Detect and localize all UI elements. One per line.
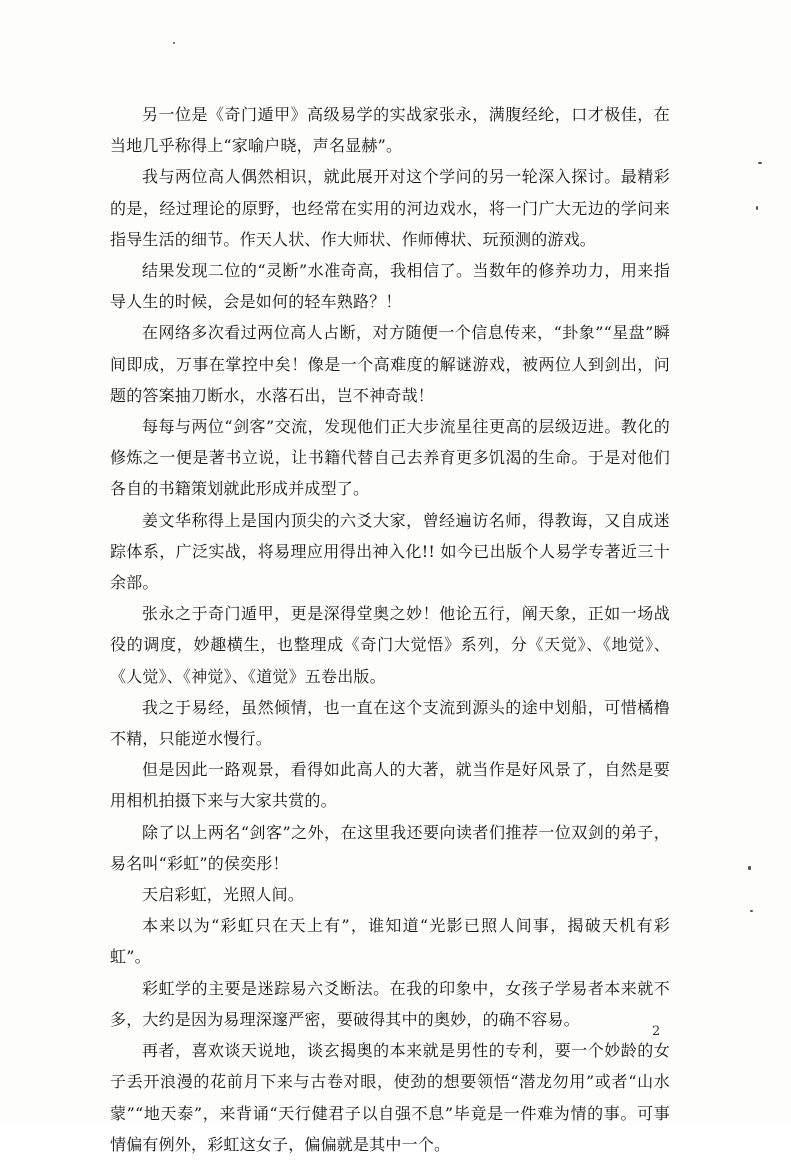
page-number: 2 [652,1024,661,1039]
scan-mark [750,910,753,912]
paragraph: 彩虹学的主要是迷踪易六爻断法。在我的印象中，女孩子学易者本来就不多，大约是因为易理深邃严密，要破得其中的奥妙，的确不容易。 [110,978,670,1029]
scan-mark [173,42,175,44]
scan-mark [756,206,758,210]
body-text [110,99,670,1160]
paragraph: 但是因此一路观景，看得如此高人的大著，就当作是好风景了，自然是要用相机拍摄下来与大家共赏的。 [110,760,670,811]
paragraph: 天启彩虹，光照人间。 [142,885,305,905]
scan-mark [758,162,762,164]
paragraph: 结果发现二位的“灵断”水准奇高，我相信了。当数年的修养功力，用来指导人生的时候，会是如何的轻车熟路？！ [110,261,670,312]
paragraph: 姜文华称得上是国内顶尖的六爻大家，曾经遍访名师，得教诲，又自成迷踪体系，广泛实战，将易理应用得出神入化!! 如今已出版个人易学专著近三十余部。 [110,510,670,593]
scan-mark [748,866,751,870]
paragraph: 我与两位高人偶然相识，就此展开对这个学问的另一轮深入探讨。最精彩的是，经过理论的原野，也经常在实用的河边戏水，将一门广大无边的学问来指导生活的细节。作天人状、作大师状、作师傅状、玩预测的游戏。 [110,167,670,249]
paragraph: 除了以上两名“剑客”之外，在这里我还要向读者们推荐一位双剑的弟子，易名叫“彩虹”的侯奕彤！ [110,822,670,873]
paragraph: 在网络多次看过两位高人占断，对方随便一个信息传来，“卦象”“星盘”瞬间即成，万事在掌控中矣！像是一个高难度的解谜游戏，被两位人到剑出，问题的答案抽刀断水，水落石出，岂不神奇哉！ [110,323,670,405]
paragraph: 另一位是《奇门遁甲》高级易学的实战家张永，满腹经纶，口才极佳，在当地几乎称得上“家喻户晓，声名显赫”。 [110,105,670,156]
paragraph: 再者，喜欢谈天说地，谈玄揭奥的本来就是男性的专利，要一个妙龄的女子丢开浪漫的花前月下来与古卷对眼，使劲的想要领悟“潜龙勿用”或者“山水蒙”“地天泰”，来背诵“天行健君子以自强不息”毕竟是一件难为情的事。可事情偏有例外，彩虹这女子，偏偏就是其中一个。 [110,1041,670,1154]
paragraph: 本来以为“彩虹只在天上有”，谁知道“光影已照人间事，揭破天机有彩虹”。 [110,916,670,967]
paragraph: 我之于易经，虽然倾情，也一直在这个支流到源头的途中划船，可惜橘橹不精，只能逆水慢行。 [110,697,670,749]
paragraph: 每每与两位“剑客”交流，发现他们正大步流星往更高的层级迈进。教化的修炼之一便是著书立说，让书籍代替自己去养育更多饥渴的生命。于是对他们各自的书籍策划就此形成并成型了。 [110,417,670,499]
paragraph: 张永之于奇门遁甲，更是深得堂奥之妙！他论五行，阐天象，正如一场战役的调度，妙趣横生，也整理成《奇门大觉悟》系列，分《天觉》、《地觉》、《人觉》、《神觉》、《道觉》五卷出版。 [110,604,670,686]
